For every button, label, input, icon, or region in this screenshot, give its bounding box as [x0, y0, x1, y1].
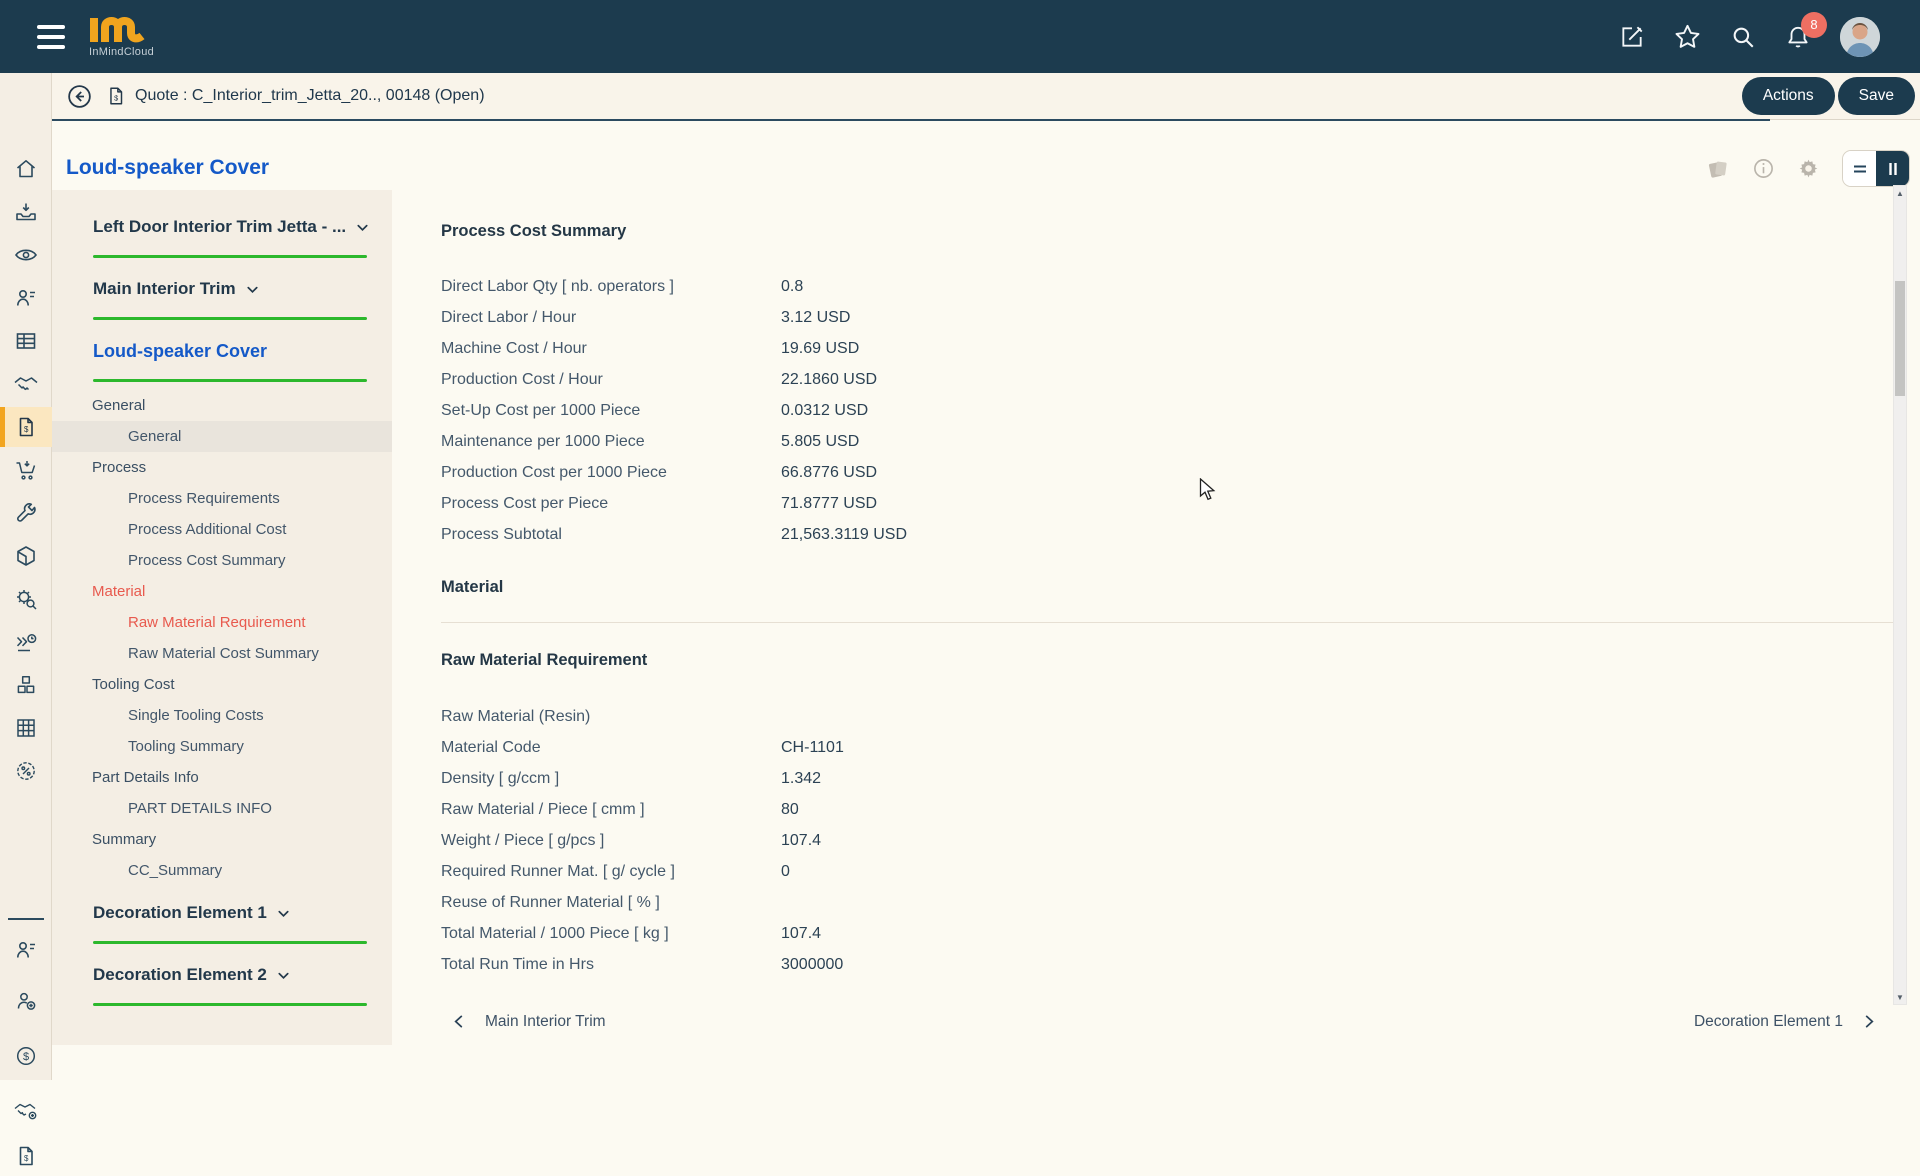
field-value: 0.8	[781, 277, 804, 295]
nav-section-summary[interactable]: Summary	[92, 831, 157, 848]
next-component-link[interactable]: Decoration Element 1	[1694, 1013, 1876, 1031]
dollar-circle-icon[interactable]	[0, 1036, 52, 1076]
nav-group-underline	[93, 941, 367, 944]
field-label: Total Run Time in Hrs	[441, 955, 594, 973]
bell-icon[interactable]	[1785, 17, 1818, 50]
field-row	[441, 271, 1880, 302]
scrollbar-thumb[interactable]	[1895, 281, 1905, 396]
chevron-down-icon	[276, 968, 291, 983]
logo-text: InMindCloud	[89, 46, 155, 58]
quote-document-icon[interactable]	[0, 407, 52, 447]
nav-group-left-door[interactable]: Left Door Interior Trim Jetta - ...	[52, 212, 392, 242]
content-scrollbar[interactable]	[1893, 185, 1907, 1005]
field-label: Raw Material (Resin)	[441, 707, 591, 725]
nav-item-process-cost-summary[interactable]: Process Cost Summary	[128, 552, 286, 569]
field-value: 107.4	[781, 924, 822, 942]
chevron-down-icon	[276, 906, 291, 921]
field-label: Material Code	[441, 738, 541, 756]
account-list-icon[interactable]	[0, 278, 52, 318]
field-row	[441, 302, 1880, 333]
top-bar	[0, 0, 1920, 73]
field-label: Required Runner Mat. [ g/ cycle ]	[441, 862, 675, 880]
field-label: Total Material / 1000 Piece [ kg ]	[441, 924, 669, 942]
nav-item-general[interactable]: General	[52, 421, 392, 452]
vertical-layout-toggle[interactable]	[1876, 151, 1909, 186]
chevron-right-icon	[1863, 1014, 1876, 1029]
svg-text:$: $	[23, 425, 29, 434]
field-value: 107.4	[781, 831, 822, 849]
field-label: Raw Material / Piece [ cmm ]	[441, 800, 645, 818]
field-value: 22.1860 USD	[781, 370, 878, 388]
field-value: 0	[781, 862, 790, 880]
nav-section-part-details-info[interactable]: Part Details Info	[92, 769, 199, 786]
field-row	[441, 949, 1880, 980]
field-row	[441, 825, 1880, 856]
svg-text:$: $	[114, 93, 119, 103]
field-value: 3.12 USD	[781, 308, 851, 326]
gear-search-icon[interactable]	[0, 579, 52, 619]
field-row	[441, 794, 1880, 825]
notification-badge: 8	[1801, 12, 1827, 38]
nav-section-process[interactable]: Process	[92, 459, 147, 476]
percent-badge-icon[interactable]	[0, 751, 52, 791]
avatar[interactable]	[1840, 17, 1880, 57]
search-icon[interactable]	[1730, 24, 1756, 50]
contact-list-icon[interactable]	[0, 930, 52, 970]
field-row	[441, 918, 1880, 949]
nav-section-general[interactable]: General	[92, 397, 146, 414]
field-row	[441, 395, 1880, 426]
star-icon[interactable]	[1674, 23, 1701, 50]
field-value: 1.342	[781, 769, 822, 787]
cards-icon[interactable]	[1706, 157, 1730, 181]
info-icon[interactable]	[1752, 157, 1775, 180]
forward-clock-icon[interactable]	[0, 622, 52, 662]
nav-item-cc-summary[interactable]: CC_Summary	[128, 862, 223, 879]
nav-item-process-requirements[interactable]: Process Requirements	[128, 490, 280, 507]
product-box-icon[interactable]	[0, 536, 52, 576]
nav-section-material[interactable]: Material	[92, 583, 146, 600]
nav-group-main-interior-trim[interactable]: Main Interior Trim	[52, 274, 392, 304]
field-value: 66.8776 USD	[781, 463, 878, 481]
field-label: Weight / Piece [ g/pcs ]	[441, 831, 605, 849]
page-header-icons	[1706, 150, 1910, 187]
field-label: Production Cost / Hour	[441, 370, 603, 388]
field-row	[441, 364, 1880, 395]
cubes-icon[interactable]	[0, 665, 52, 705]
field-row	[441, 732, 1880, 763]
field-label: Process Subtotal	[441, 525, 562, 543]
nav-group-decoration-element-2[interactable]: Decoration Element 2	[52, 960, 392, 990]
section-heading-raw-material-requirement: Raw Material Requirement	[441, 651, 648, 669]
field-row	[441, 519, 1880, 550]
field-row	[441, 887, 1880, 918]
nav-section-tooling-cost[interactable]: Tooling Cost	[92, 676, 175, 693]
component-nav-panel	[52, 190, 392, 1045]
nav-item-part-details-info[interactable]: PART DETAILS INFO	[128, 800, 272, 817]
compose-icon[interactable]	[1619, 24, 1645, 50]
process-cost-summary-fields	[441, 271, 1880, 550]
scroll-up-arrow[interactable]: ▲	[1896, 188, 1904, 198]
field-label: Direct Labor / Hour	[441, 308, 577, 326]
nav-current-loud-speaker-cover[interactable]: Loud-speaker Cover	[93, 340, 268, 361]
field-value: 80	[781, 800, 799, 818]
scroll-down-arrow[interactable]: ▼	[1896, 992, 1904, 1002]
nav-item-single-tooling-costs[interactable]: Single Tooling Costs	[128, 707, 264, 724]
chevron-down-icon	[355, 220, 370, 235]
breadcrumb: Quote : C_Interior_trim_Jetta_20.., 00148 (Open)	[135, 87, 485, 104]
field-label: Process Cost per Piece	[441, 494, 609, 512]
field-row	[441, 856, 1880, 887]
field-value: 3000000	[781, 955, 844, 973]
icon-rail	[0, 73, 52, 1163]
raw-material-fields	[441, 701, 1880, 980]
section-heading-process-cost-summary: Process Cost Summary	[441, 222, 627, 240]
field-row	[441, 333, 1880, 364]
breadcrumb-bar	[52, 73, 1920, 120]
field-label: Reuse of Runner Material [ % ]	[441, 893, 660, 911]
field-value: 21,563.3119 USD	[781, 525, 908, 543]
nav-item-process-additional-cost[interactable]: Process Additional Cost	[128, 521, 287, 538]
chevron-down-icon	[245, 282, 260, 297]
field-row	[441, 488, 1880, 519]
horizontal-layout-toggle[interactable]	[1843, 151, 1876, 186]
handshake-icon[interactable]	[0, 364, 52, 404]
field-label: Density [ g/ccm ]	[441, 769, 560, 787]
actions-button[interactable]: Actions	[1742, 77, 1835, 115]
breadcrumb-underline	[52, 119, 1770, 121]
nav-group-underline	[93, 255, 367, 258]
cart-download-icon[interactable]	[0, 450, 52, 490]
table-icon[interactable]	[0, 321, 52, 361]
field-row	[441, 426, 1880, 457]
back-icon[interactable]	[66, 83, 93, 110]
logo-mark-icon	[89, 15, 153, 45]
page-title: Loud-speaker Cover	[66, 156, 270, 179]
nav-group-underline	[93, 379, 367, 382]
svg-text:$: $	[23, 1154, 29, 1163]
field-label: Production Cost per 1000 Piece	[441, 463, 667, 481]
nav-group-underline	[93, 1003, 367, 1006]
person-add-icon[interactable]	[0, 981, 52, 1021]
prev-component-link[interactable]: Main Interior Trim	[452, 1013, 606, 1031]
nav-item-raw-material-requirement[interactable]: Raw Material Requirement	[128, 614, 306, 631]
grid-icon[interactable]	[0, 708, 52, 748]
nav-item-tooling-summary[interactable]: Tooling Summary	[128, 738, 244, 755]
field-label: Maintenance per 1000 Piece	[441, 432, 645, 450]
layout-toggle	[1842, 150, 1910, 187]
field-row	[441, 457, 1880, 488]
rail-divider	[8, 918, 44, 920]
field-label: Direct Labor Qty [ nb. operators ]	[441, 277, 674, 295]
hamburger-menu-icon[interactable]	[37, 25, 65, 49]
app-logo[interactable]	[89, 15, 154, 58]
quote-document-icon	[105, 84, 127, 108]
field-value: 19.69 USD	[781, 339, 860, 357]
nav-group-decoration-element-1[interactable]: Decoration Element 1	[52, 898, 392, 928]
save-button[interactable]: Save	[1838, 77, 1915, 115]
field-label: Set-Up Cost per 1000 Piece	[441, 401, 641, 419]
footer-navigation	[452, 1006, 1876, 1037]
field-label: Machine Cost / Hour	[441, 339, 587, 357]
section-heading-material: Material	[441, 578, 504, 596]
field-row	[441, 701, 1880, 732]
section-divider	[441, 622, 1893, 623]
svg-text:$: $	[22, 1051, 30, 1063]
field-row	[441, 763, 1880, 794]
detail-content	[392, 190, 1920, 1000]
field-value: 71.8777 USD	[781, 494, 878, 512]
gear-icon[interactable]	[1797, 157, 1820, 180]
eye-icon[interactable]	[0, 235, 52, 275]
wrench-icon[interactable]	[0, 493, 52, 533]
inbox-tray-icon[interactable]	[0, 192, 52, 232]
nav-item-raw-material-cost-summary[interactable]: Raw Material Cost Summary	[128, 645, 319, 662]
handshake-add-icon[interactable]	[0, 1091, 52, 1131]
field-value: 5.805 USD	[781, 432, 860, 450]
chevron-left-icon	[452, 1014, 465, 1029]
field-value: CH-1101	[781, 738, 844, 756]
home-icon[interactable]	[0, 149, 52, 189]
nav-group-underline	[93, 317, 367, 320]
field-value: 0.0312 USD	[781, 401, 869, 419]
quote-document-icon-2[interactable]	[0, 1136, 52, 1176]
